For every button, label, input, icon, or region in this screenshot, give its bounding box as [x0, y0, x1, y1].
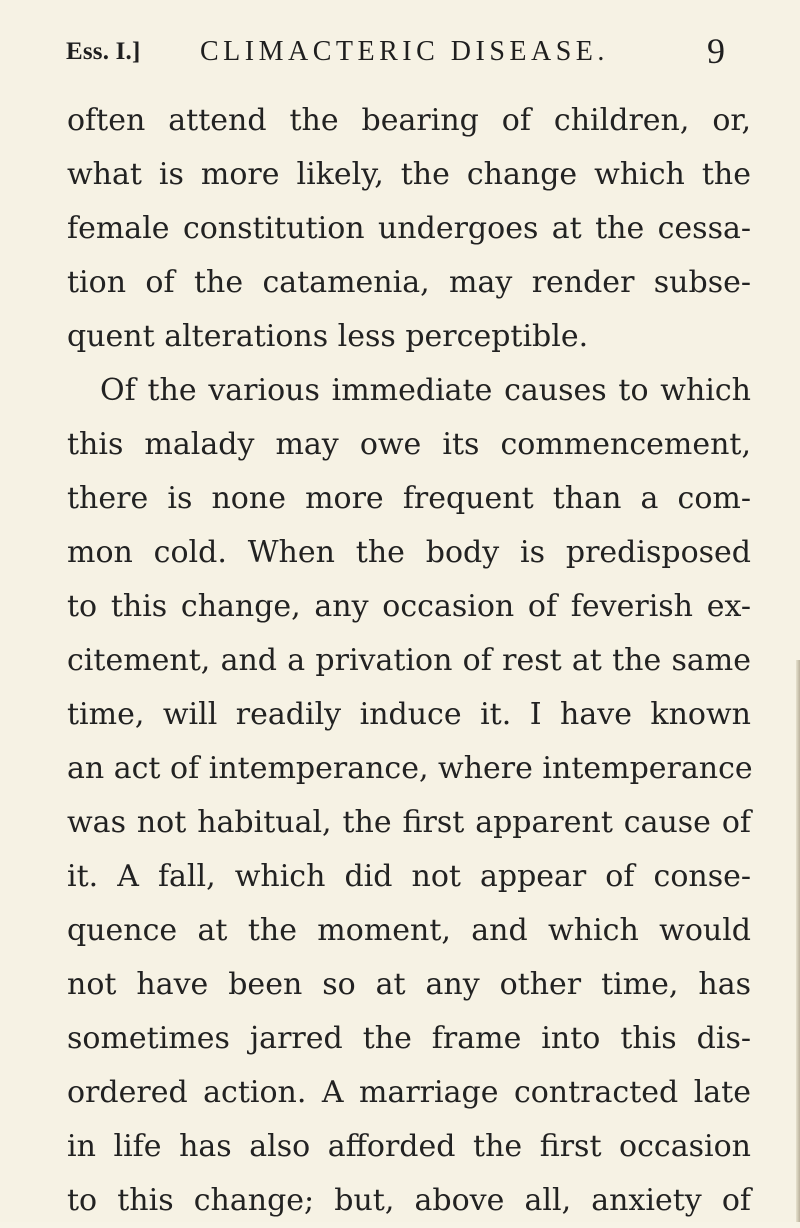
text-line: was not habitual, the first apparent cause of [67, 805, 751, 840]
text-line: it. A fall, which did not appear of conse- [67, 859, 751, 894]
text-line: mon cold. When the body is predisposed [67, 535, 751, 570]
text-line: time, will readily induce it. I have known [67, 697, 751, 732]
paragraph-start-line: Of the various immediate causes to which [100, 373, 751, 408]
text-line: not have been so at any other time, has [67, 967, 751, 1002]
text-line: quence at the moment, and which would [67, 913, 751, 948]
text-line: in life has also afforded the first occasion [67, 1129, 751, 1164]
running-head [0, 28, 800, 78]
text-line: sometimes jarred the frame into this dis- [67, 1021, 751, 1056]
text-line: citement, and a privation of rest at the same [67, 643, 751, 678]
text-line: to this change; but, above all, anxiety of [67, 1183, 751, 1218]
text-line: quent alterations less perceptible. [67, 319, 589, 354]
body-text [67, 94, 751, 1228]
text-line: ordered action. A marriage contracted late [67, 1075, 751, 1110]
text-line: there is none more frequent than a com- [67, 481, 751, 516]
text-line: female constitution undergoes at the cessa- [67, 211, 751, 246]
text-line: to this change, any occasion of feverish ex- [67, 589, 751, 624]
text-line: this malady may owe its commencement, [67, 427, 751, 462]
chapter-title: CLIMACTERIC DISEASE. [200, 36, 609, 67]
text-line: what is more likely, the change which the [67, 157, 751, 192]
text-line: tion of the catamenia, may render subse- [67, 265, 751, 300]
text-line: an act of intemperance, where intemperance [67, 751, 753, 786]
page-edge-shadow [796, 660, 800, 1222]
text-line: often attend the bearing of children, or, [67, 103, 751, 138]
section-label: Ess. I.] [66, 38, 141, 65]
page-number: 9 [707, 31, 725, 71]
